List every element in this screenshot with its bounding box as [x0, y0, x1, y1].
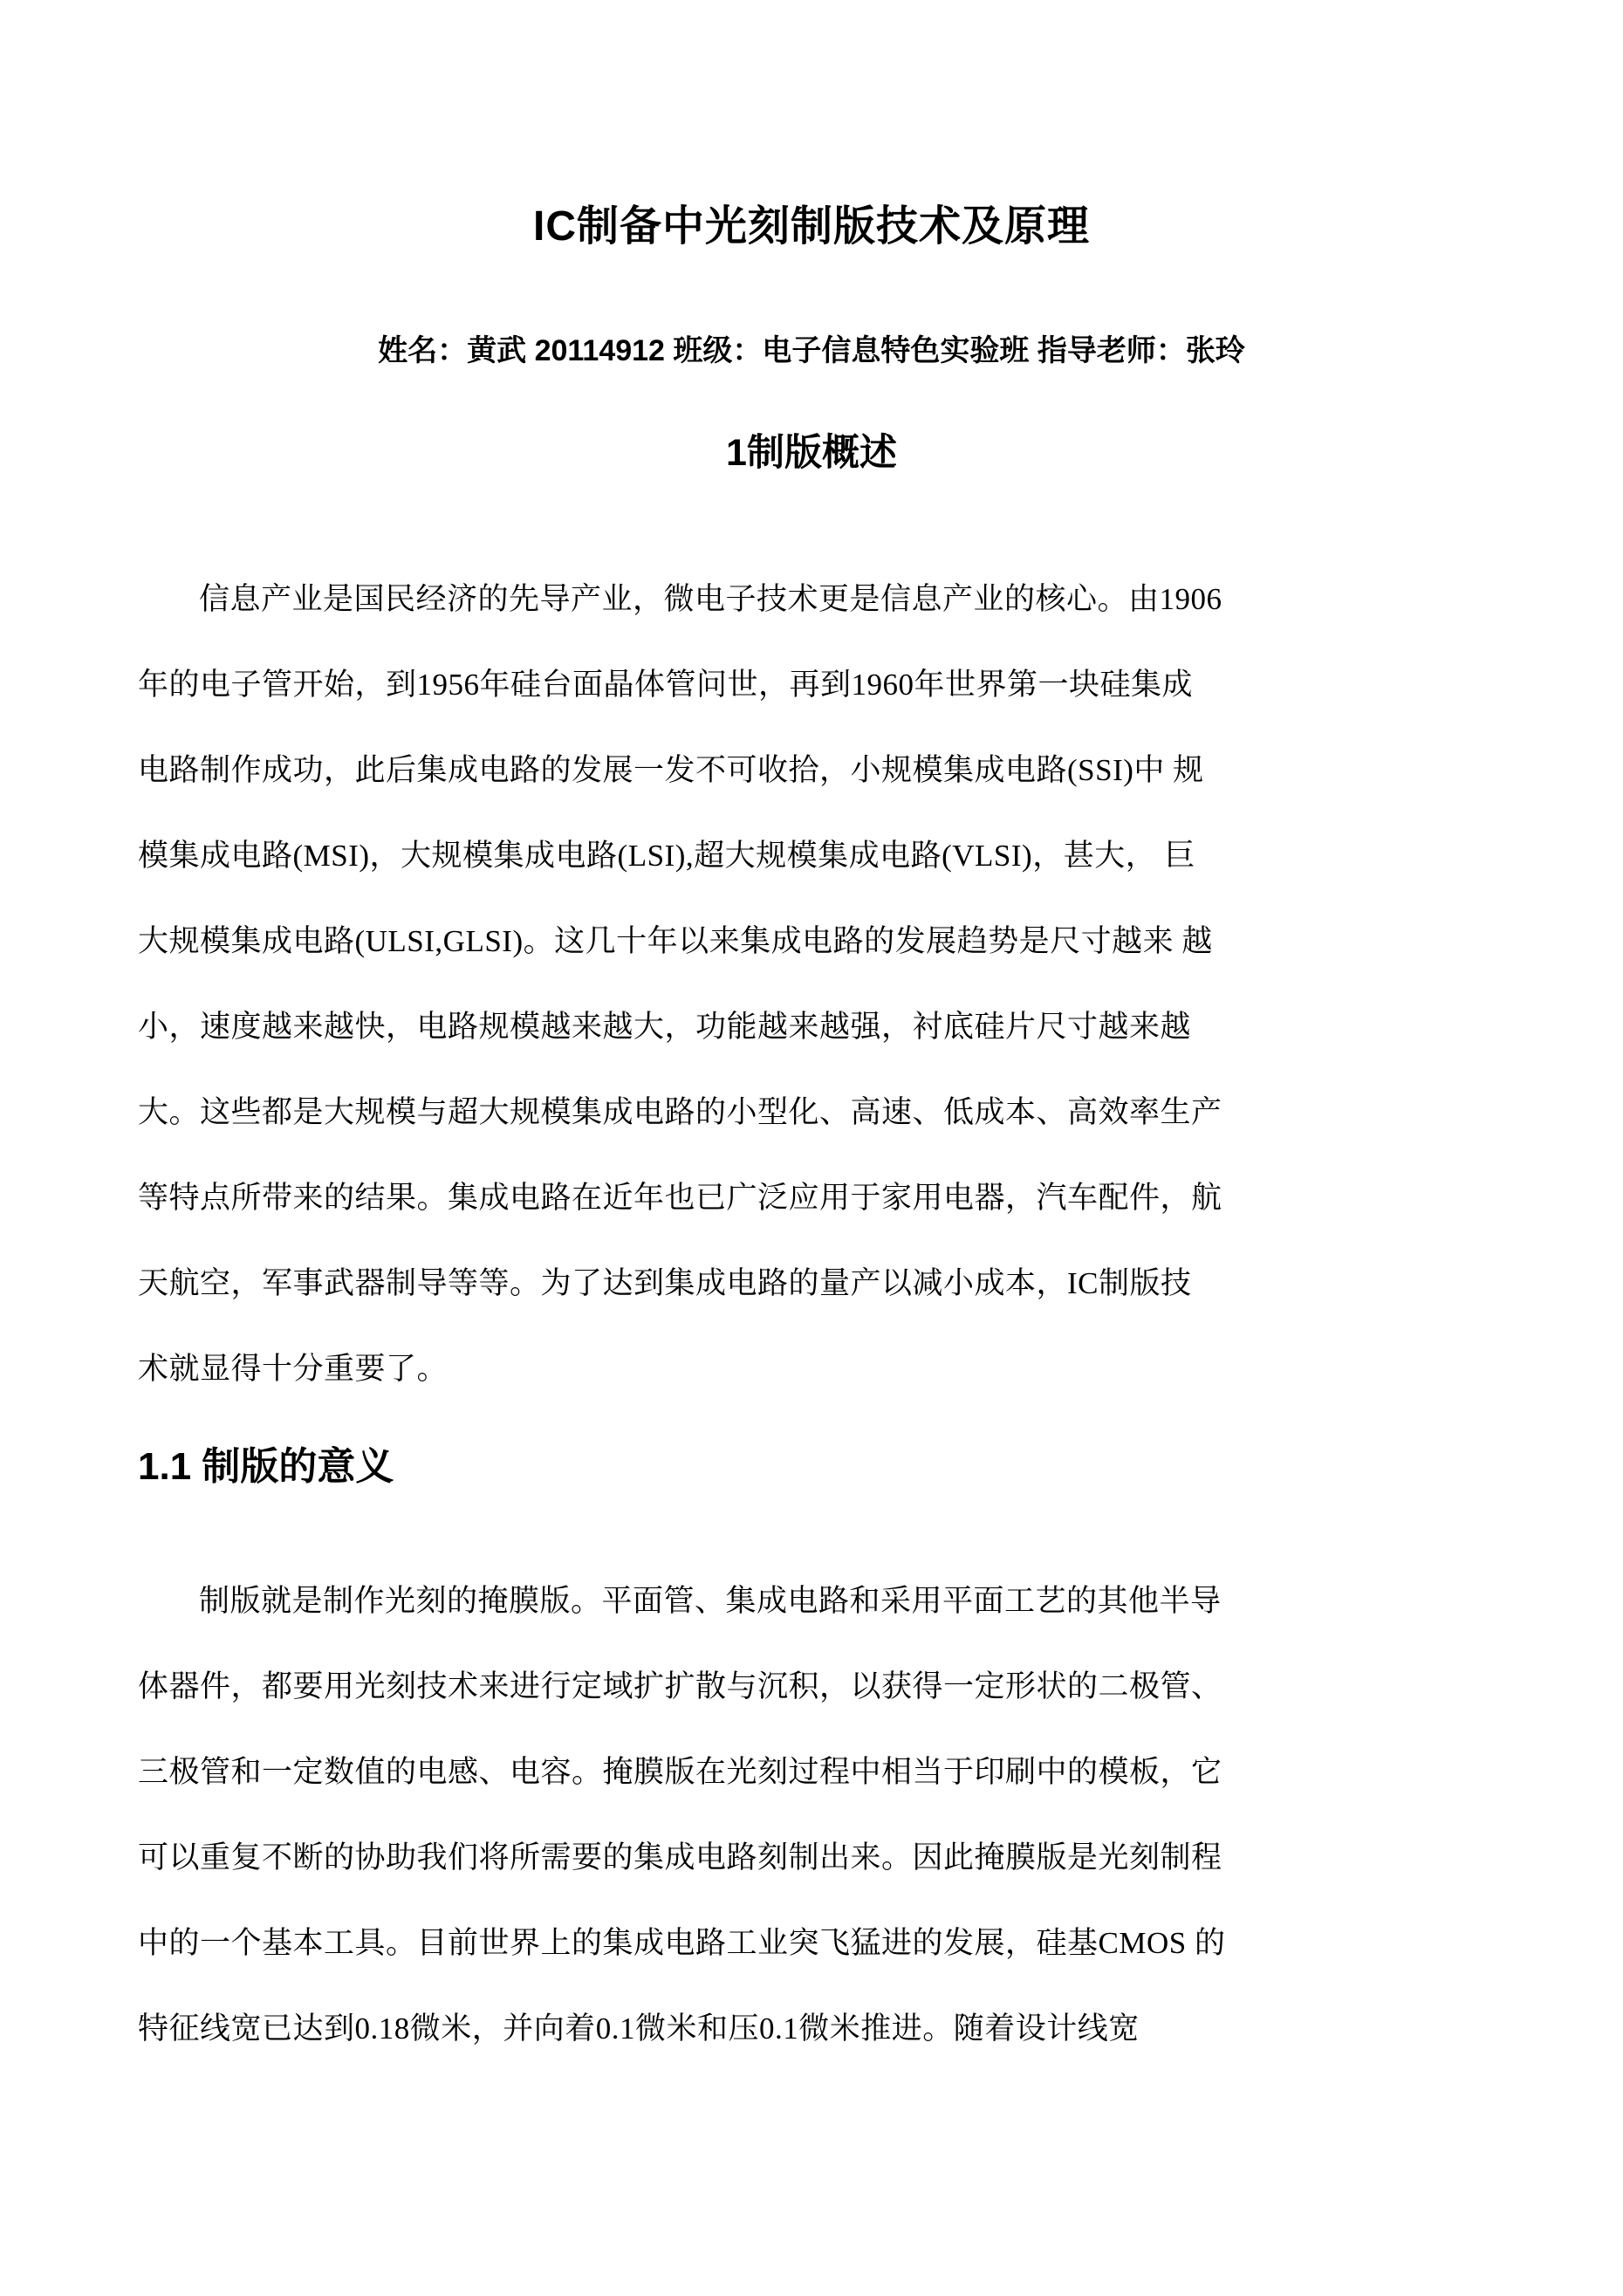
- author-byline: 姓名：黄武 20114912 班级：电子信息特色实验班 指导老师：张玲: [378, 334, 1245, 368]
- paragraph-2: [138, 1559, 1485, 2072]
- paragraph-1-line-6: 小，速度越来越快，电路规模越来越大，功能越来越强，衬底硅片尺寸越来越: [138, 1010, 1192, 1045]
- paragraph-2-line-6: 特征线宽已达到0.18微米，并向着0.1微米和压0.1微米推进。随着设计线宽: [138, 2012, 1140, 2046]
- paragraph-1-line-2: 年的电子管开始，到1956年硅台面晶体管问世，再到1960年世界第一块硅集成: [138, 668, 1194, 703]
- document-title: IC制备中光刻制版技术及原理: [532, 203, 1090, 250]
- section-1-heading: 1制版概述: [726, 432, 897, 475]
- paragraph-1-line-5: 大规模集成电路(ULSI,GLSI)。这几十年以来集成电路的发展趋势是尺寸越来 越: [138, 924, 1213, 959]
- paragraph-2-line-2: 体器件，都要用光刻技术来进行定域扩扩散与沉积，以获得一定形状的二极管、: [138, 1669, 1222, 1704]
- paragraph-1-line-8: 等特点所带来的结果。集成电路在近年也已广泛应用于家用电器，汽车配件，航: [138, 1181, 1222, 1216]
- paragraph-1-line-4: 模集成电路(MSI)，大规模集成电路(LSI),超大规模集成电路(VLSI)，甚大， 巨: [138, 839, 1195, 874]
- paragraph-2-line-4: 可以重复不断的协助我们将所需要的集成电路刻制出来。因此掩膜版是光刻制程: [138, 1840, 1222, 1875]
- paragraph-1-line-10: 术就显得十分重要了。: [138, 1352, 449, 1387]
- paragraph-2-line-3: 三极管和一定数值的电感、电容。掩膜版在光刻过程中相当于印刷中的模板，它: [138, 1755, 1222, 1790]
- paragraph-1: [138, 557, 1485, 1412]
- paragraph-1-line-9: 天航空，军事武器制导等等。为了达到集成电路的量产以减小成本，IC制版技: [138, 1266, 1192, 1301]
- paragraph-1-line-3: 电路制作成功，此后集成电路的发展一发不可收拾，小规模集成电路(SSI)中 规: [138, 753, 1204, 788]
- section-1-1-heading: 1.1 制版的意义: [138, 1445, 394, 1489]
- paragraph-1-line-7: 大。这些都是大规模与超大规模集成电路的小型化、高速、低成本、高效率生产: [138, 1095, 1222, 1130]
- paragraph-2-line-1: 制版就是制作光刻的掩膜版。平面管、集成电路和采用平面工艺的其他半导: [199, 1584, 1222, 1619]
- paragraph-1-line-1: 信息产业是国民经济的先导产业，微电子技术更是信息产业的核心。由1906: [199, 582, 1222, 617]
- paragraph-2-line-5: 中的一个基本工具。目前世界上的集成电路工业突飞猛进的发展，硅基CMOS 的: [138, 1926, 1226, 1961]
